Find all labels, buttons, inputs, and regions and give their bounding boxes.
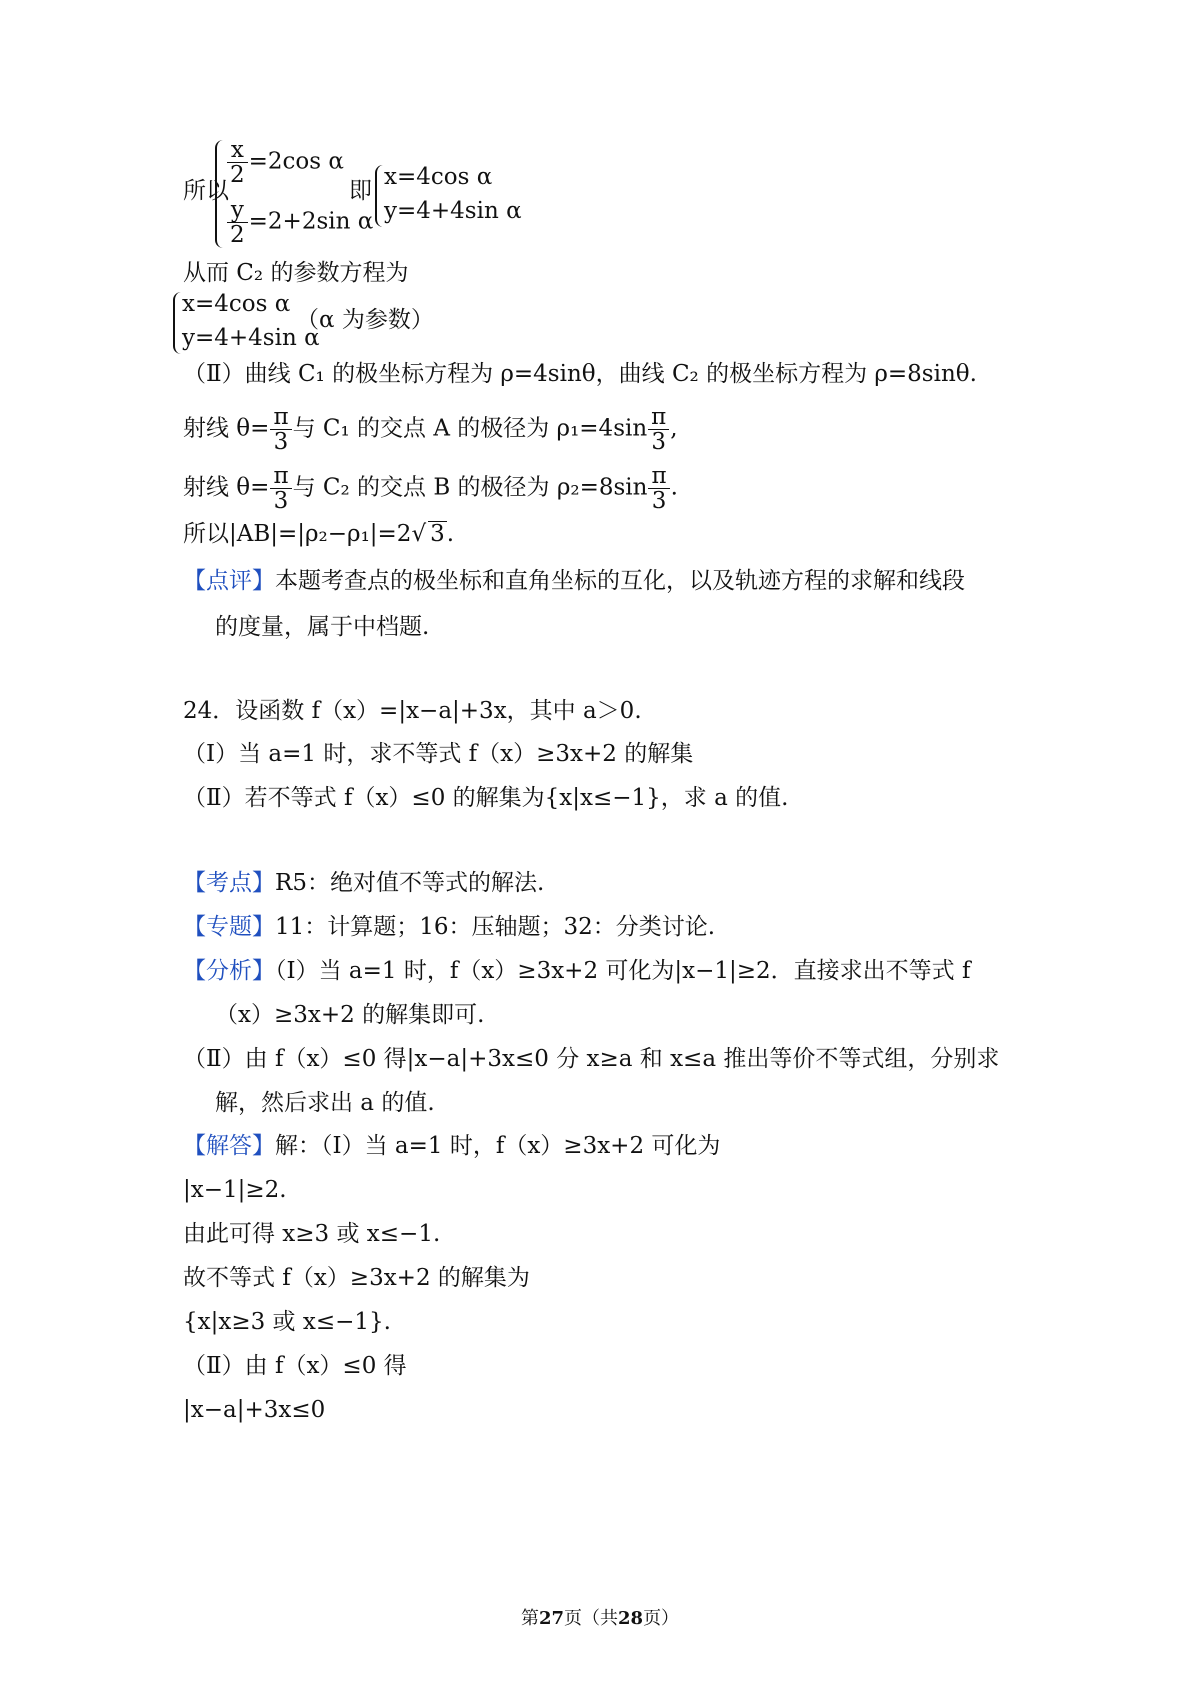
left-brace	[215, 140, 225, 248]
sqrt-symbol: √	[411, 521, 427, 547]
kaodian-line: 【考点】R5：绝对值不等式的解法.	[183, 870, 545, 896]
zhuanti-tag: 【专题】	[183, 914, 275, 940]
q24-title: 24．设函数 f（x）=|x−a|+3x，其中 a＞0.	[183, 698, 642, 724]
zhuanti-line: 【专题】11：计算题；16：压轴题；32：分类讨论.	[183, 914, 716, 940]
sys1-row2: $\frac{y}{2}$ =2+2sin α	[226, 198, 373, 247]
ray1-line: 射线 θ= $\frac{\pi}{3}$ 与 C₁ 的交点 A 的极径为 ρ₁=4sin $\frac{\pi}{3}$ ,	[183, 404, 678, 455]
solution-line: |x−1|≥2.	[183, 1177, 287, 1203]
ray2-line: 射线 θ= $\frac{\pi}{3}$ 与 C₂ 的交点 B 的极径为 ρ₂=8sin $\frac{\pi}{3}$ .	[183, 463, 678, 514]
part2-polar-line: （Ⅱ）曲线 C₁ 的极坐标方程为 ρ=4sinθ，曲线 C₂ 的极坐标方程为 ρ=8sinθ.	[183, 361, 977, 387]
fenxi-line: 【分析】（Ⅰ）当 a=1 时，f（x）≥3x+2 可化为|x−1|≥2．直接求出不等式 f	[183, 958, 971, 984]
left-brace	[173, 292, 182, 354]
fenxi-tag: 【分析】	[183, 958, 275, 984]
ab-line: 所以|AB|=|ρ₂−ρ₁|=2√ 3.	[183, 521, 455, 547]
jieda-line: 【解答】解：（Ⅰ）当 a=1 时，f（x）≥3x+2 可化为	[183, 1133, 721, 1159]
sys2-row2: y=4+4sin α	[182, 325, 320, 351]
left-brace	[375, 165, 384, 227]
solution-line: 故不等式 f（x）≥3x+2 的解集为	[183, 1265, 530, 1291]
solution-line: |x−a|+3x≤0	[183, 1397, 326, 1423]
fenxi-cont: （x）≥3x+2 的解集即可.	[215, 1002, 485, 1028]
sys1-mid: 即	[349, 178, 372, 204]
solution-line: {x|x≥3 或 x≤−1}.	[183, 1309, 391, 1335]
q24-part1: （Ⅰ）当 a=1 时，求不等式 f（x）≥3x+2 的解集	[183, 741, 694, 767]
fenxi2-line: （Ⅱ）由 f（x）≤0 得|x−a|+3x≤0 分 x≥a 和 x≤a 推出等价不等式组，分别求	[183, 1046, 1000, 1072]
page-number: 27	[538, 1608, 564, 1629]
sys2-row1: x=4cos α	[182, 291, 291, 317]
sys1-row1: $\frac{x}{2}$ =2cos α	[226, 138, 344, 187]
jieda-tag: 【解答】	[183, 1133, 275, 1159]
fenxi2-cont: 解，然后求出 a 的值.	[215, 1090, 435, 1116]
sys1-row4: y=4+4sin α	[384, 198, 522, 224]
page-footer: 第27页（共28页）	[520, 1608, 680, 1629]
comment-line: 【点评】本题考查点的极坐标和直角坐标的互化，以及轨迹方程的求解和线段	[183, 568, 965, 594]
sys2-note: （α 为参数）	[296, 307, 434, 333]
solution-line: （Ⅱ）由 f（x）≤0 得	[183, 1353, 407, 1379]
c2-param-line: 从而 C₂ 的参数方程为	[183, 260, 409, 286]
kaodian-tag: 【考点】	[183, 870, 275, 896]
total-pages: 28	[618, 1608, 644, 1629]
comment-tag: 【点评】	[183, 568, 275, 594]
sys1-prefix: 所以	[183, 178, 229, 204]
comment-cont: 的度量，属于中档题.	[215, 614, 430, 640]
q24-part2: （Ⅱ）若不等式 f（x）≤0 的解集为{x|x≤−1}，求 a 的值.	[183, 785, 789, 811]
sys1-row3: x=4cos α	[384, 164, 493, 190]
solution-line: 由此可得 x≥3 或 x≤−1.	[183, 1221, 441, 1247]
